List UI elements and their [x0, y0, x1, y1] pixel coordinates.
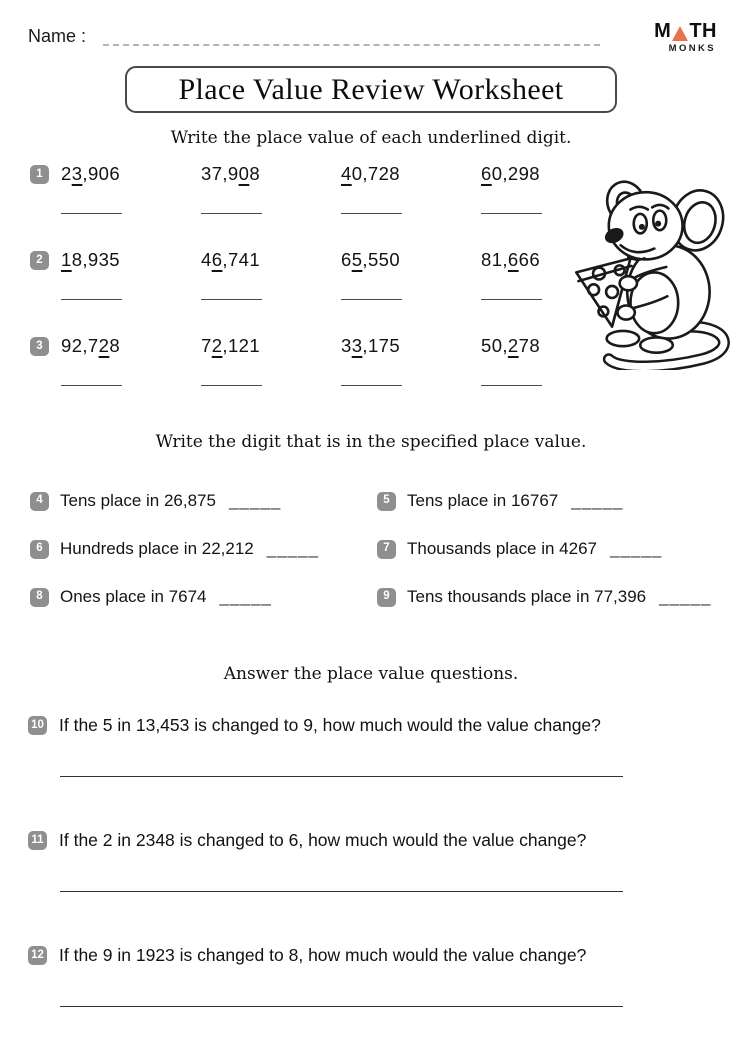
- number-with-underlined-digit: 46,741: [201, 249, 261, 270]
- answer-blank: _____: [219, 587, 272, 606]
- number-with-underlined-digit: 81,666: [481, 249, 541, 270]
- problem-11: [28, 830, 586, 851]
- problem-10: [28, 715, 601, 736]
- place-value-cell: [341, 335, 471, 386]
- logo-letters-th: TH: [689, 20, 717, 42]
- problem-text: Tens place in 26,875: [60, 491, 216, 510]
- math-monks-logo: [654, 21, 717, 54]
- answer-blank: _____: [228, 491, 282, 510]
- problem-9: [377, 587, 711, 607]
- answer-blank: [61, 213, 122, 214]
- answer-blank: [481, 213, 542, 214]
- section2-heading: Write the digit that is in the specified place value.: [155, 432, 587, 452]
- section3-heading: Answer the place value questions.: [223, 664, 519, 684]
- number-with-underlined-digit: 18,935: [61, 249, 120, 270]
- answer-blank: [61, 299, 122, 300]
- underlined-digit: 6: [507, 249, 519, 270]
- problem-number-badge: 5: [377, 492, 396, 511]
- place-value-cell: [341, 249, 471, 300]
- problem-number-badge: 9: [377, 588, 396, 607]
- place-value-cell: [61, 249, 191, 300]
- place-value-cell: [201, 249, 331, 300]
- underlined-digit: 0: [238, 163, 250, 184]
- answer-line: [60, 1006, 623, 1007]
- underlined-digit: 2: [98, 335, 110, 356]
- number-with-underlined-digit: 40,728: [341, 163, 400, 184]
- mouse-cheese-illustration: [559, 164, 741, 370]
- answer-blank: [201, 213, 262, 214]
- problem-number-badge: 10: [28, 716, 47, 735]
- problem-text: Thousands place in 4267: [407, 539, 597, 558]
- underlined-digit: 6: [211, 249, 223, 270]
- answer-blank: [341, 299, 402, 300]
- underlined-digit: 2: [507, 335, 519, 356]
- logo-letter-m: M: [654, 20, 672, 42]
- number-with-underlined-digit: 37,908: [201, 163, 261, 184]
- number-with-underlined-digit: 92,728: [61, 335, 121, 356]
- worksheet-title-box: [125, 66, 617, 113]
- answer-blank: [481, 299, 542, 300]
- place-value-cell: [341, 163, 471, 214]
- underlined-digit: 1: [61, 249, 72, 270]
- problem-number-badge: 11: [28, 831, 47, 850]
- underlined-digit: 3: [351, 335, 363, 356]
- section1-heading: Write the place value of each underlined digit.: [170, 128, 572, 148]
- problem-12: [28, 945, 586, 966]
- number-with-underlined-digit: 33,175: [341, 335, 401, 356]
- question-text: If the 2 in 2348 is changed to 6, how much would the value change?: [59, 830, 587, 850]
- problem-number-badge: 3: [30, 337, 49, 356]
- answer-blank: _____: [659, 587, 712, 606]
- logo-wordmark: [654, 21, 717, 41]
- answer-line: [60, 891, 623, 892]
- question-text: If the 5 in 13,453 is changed to 9, how much would the value change?: [59, 715, 601, 735]
- problem-text: Tens thousands place in 77,396: [407, 587, 647, 606]
- problem-number-badge: 6: [30, 540, 49, 559]
- number-with-underlined-digit: 60,298: [481, 163, 540, 184]
- answer-blank: [341, 385, 402, 386]
- problem-8: [30, 587, 272, 607]
- number-with-underlined-digit: 50,278: [481, 335, 541, 356]
- underlined-digit: 5: [351, 249, 363, 270]
- answer-blank: _____: [266, 539, 320, 558]
- problem-6: [30, 539, 319, 559]
- problem-text: Tens place in 16767: [407, 491, 559, 510]
- number-with-underlined-digit: 72,121: [201, 335, 261, 356]
- name-fill-line: [103, 44, 600, 46]
- answer-line: [60, 776, 623, 777]
- problem-number-badge: 8: [30, 588, 49, 607]
- underlined-digit: 3: [71, 163, 83, 184]
- underlined-digit: 6: [481, 163, 492, 184]
- problem-text: Hundreds place in 22,212: [60, 539, 254, 558]
- problem-number-badge: 12: [28, 946, 47, 965]
- place-value-cell: [201, 335, 331, 386]
- logo-triangle-icon: [672, 26, 688, 41]
- problem-number-badge: 1: [30, 165, 49, 184]
- place-value-cell: [201, 163, 331, 214]
- answer-blank: _____: [609, 539, 663, 558]
- name-label: Name :: [28, 26, 87, 46]
- logo-subtitle: MONKS: [668, 43, 716, 54]
- answer-blank: [61, 385, 122, 386]
- problem-number-badge: 7: [377, 540, 396, 559]
- answer-blank: [201, 299, 262, 300]
- problem-text: Ones place in 7674: [60, 587, 207, 606]
- number-with-underlined-digit: 65,550: [341, 249, 401, 270]
- underlined-digit: 4: [341, 163, 352, 184]
- problem-number-badge: 4: [30, 492, 49, 511]
- answer-blank: [341, 213, 402, 214]
- number-with-underlined-digit: 23,906: [61, 163, 121, 184]
- underlined-digit: 2: [211, 335, 223, 356]
- answer-blank: [481, 385, 542, 386]
- problem-4: [30, 491, 281, 511]
- problem-7: [377, 539, 662, 559]
- answer-blank: [201, 385, 262, 386]
- problem-5: [377, 491, 624, 511]
- answer-blank: _____: [571, 491, 624, 510]
- worksheet-title: Place Value Review Worksheet: [178, 72, 564, 106]
- problem-number-badge: 2: [30, 251, 49, 270]
- question-text: If the 9 in 1923 is changed to 8, how much would the value change?: [59, 945, 587, 965]
- place-value-cell: [61, 335, 191, 386]
- place-value-cell: [61, 163, 191, 214]
